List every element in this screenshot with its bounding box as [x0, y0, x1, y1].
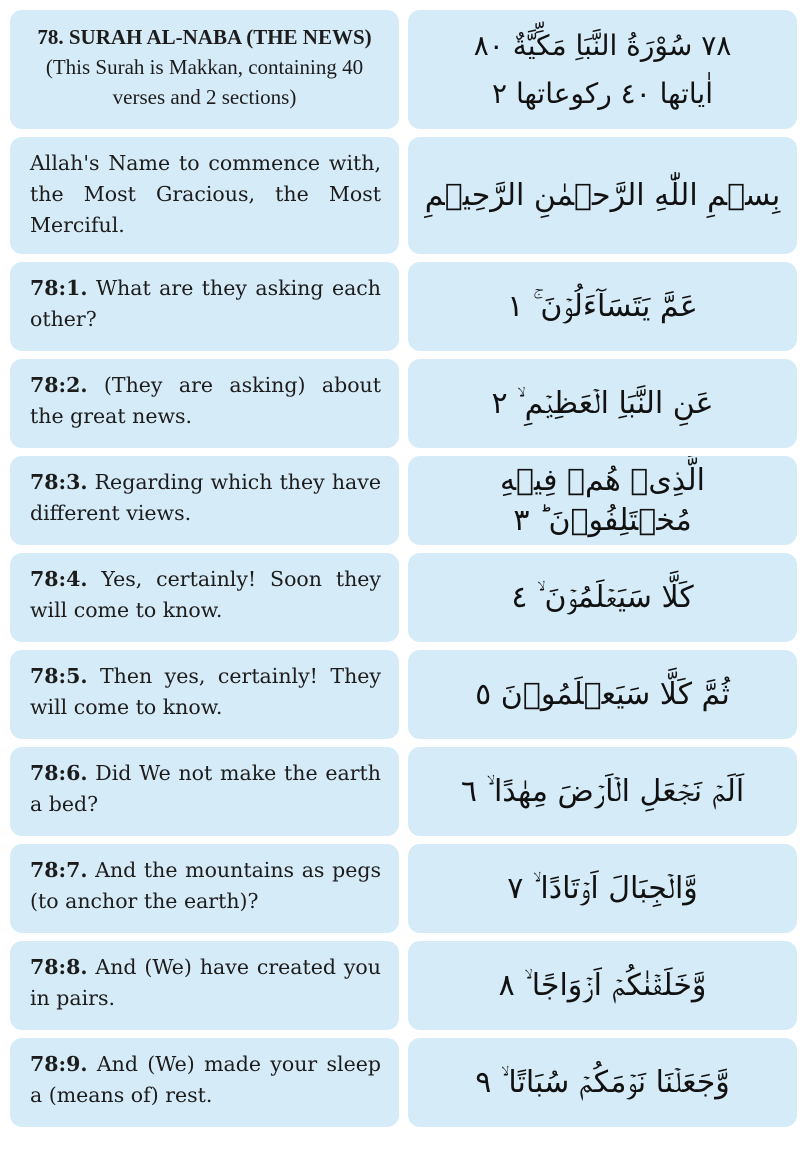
basmala-arabic-text: بِسۡمِ اللّٰهِ الرَّحۡمٰنِ الرَّحِيۡمِ	[424, 177, 781, 213]
verse-english	[10, 747, 399, 836]
verse-text: Regarding which they have different views.	[30, 470, 381, 525]
verse-text: Then yes, certainly! They will come to know.	[30, 664, 381, 719]
verse-arabic-text: وَّجَعَلۡنَا نَوۡمَكُمۡ سُبَاتًا ۙ ٩	[475, 1064, 730, 1100]
verse-ref: 78:7.	[30, 858, 88, 882]
verse-ref: 78:5.	[30, 664, 88, 688]
verse-arabic	[408, 650, 797, 739]
verse-text: Yes, certainly! Soon they will come to know.	[30, 567, 381, 622]
verse-text: And (We) made your sleep a (means of) rest.	[30, 1052, 381, 1107]
verse-arabic	[408, 359, 797, 448]
verse-arabic	[408, 456, 797, 545]
verse-arabic-text: وَّخَلَقۡنٰكُمۡ اَزۡوَاجًا ۙ ٨	[498, 967, 707, 1003]
verse-english	[10, 650, 399, 739]
verse-ref: 78:6.	[30, 761, 88, 785]
verse-text: And the mountains as pegs (to anchor the earth)?	[30, 858, 381, 913]
verse-ref: 78:1.	[30, 276, 88, 300]
verse-arabic	[408, 747, 797, 836]
verse-arabic-text: الَّذِىۡ هُمۡ فِيۡهِ مُخۡتَلِفُوۡنَ ؕ ٣	[499, 462, 706, 538]
verse-arabic	[408, 1038, 797, 1127]
verse-english	[10, 456, 399, 545]
verse-english	[10, 553, 399, 642]
verse-arabic	[408, 844, 797, 933]
surah-subtitle: (This Surah is Makkan, containing 40 verses and 2 sections)	[45, 55, 364, 109]
verse-arabic	[408, 941, 797, 1030]
surah-header-arabic	[408, 10, 797, 129]
surah-header-english	[10, 10, 399, 129]
verse-text: Did We not make the earth a bed?	[30, 761, 381, 816]
basmala-english	[10, 137, 399, 254]
verse-ref: 78:2.	[30, 373, 88, 397]
verse-arabic-text: ثُمَّ كَلَّا سَيَعۡلَمُوۡنَ ٥	[475, 676, 730, 712]
verse-english	[10, 262, 399, 351]
basmala-text: Allah's Name to commence with, the Most Gracious, the Most Merciful.	[30, 151, 381, 237]
surah-title: 78. SURAH AL-NABA (THE NEWS)	[37, 25, 372, 49]
verse-arabic-text: عَمَّ يَتَسَآءَلُوۡنَ ۚ ١	[507, 288, 698, 324]
basmala-arabic	[408, 137, 797, 254]
verse-arabic-text: عَنِ النَّبَاِ الۡعَظِيۡمِ ۙ ٢	[491, 385, 714, 421]
verse-english	[10, 941, 399, 1030]
verse-ref: 78:9.	[30, 1052, 88, 1076]
verse-arabic-text: اَلَمۡ نَجۡعَلِ الۡاَرۡضَ مِهٰدًا ۙ ٦	[460, 773, 745, 809]
verse-english	[10, 1038, 399, 1127]
verse-text: (They are asking) about the great news.	[30, 373, 381, 428]
verse-arabic	[408, 262, 797, 351]
verse-text: And (We) have created you in pairs.	[30, 955, 381, 1010]
surah-title-arabic: ٧٨ سُوْرَةُ النَّبَاِ مَكِّيَّةٌ ٨٠	[473, 28, 732, 62]
surah-info-arabic: اٰياتها ٤٠ ركوعاتها ٢	[492, 76, 713, 110]
verse-arabic	[408, 553, 797, 642]
verse-arabic-text: وَّالۡجِبَالَ اَوۡتَادًا ۙ ٧	[507, 870, 698, 906]
verse-text: What are they asking each other?	[30, 276, 381, 331]
verse-ref: 78:4.	[30, 567, 88, 591]
verse-ref: 78:3.	[30, 470, 88, 494]
verse-ref: 78:8.	[30, 955, 88, 979]
verse-arabic-text: كَلَّا سَيَعۡلَمُوۡنَ ۙ ٤	[511, 579, 694, 615]
verse-english	[10, 844, 399, 933]
translation-grid	[10, 10, 797, 1127]
verse-english	[10, 359, 399, 448]
